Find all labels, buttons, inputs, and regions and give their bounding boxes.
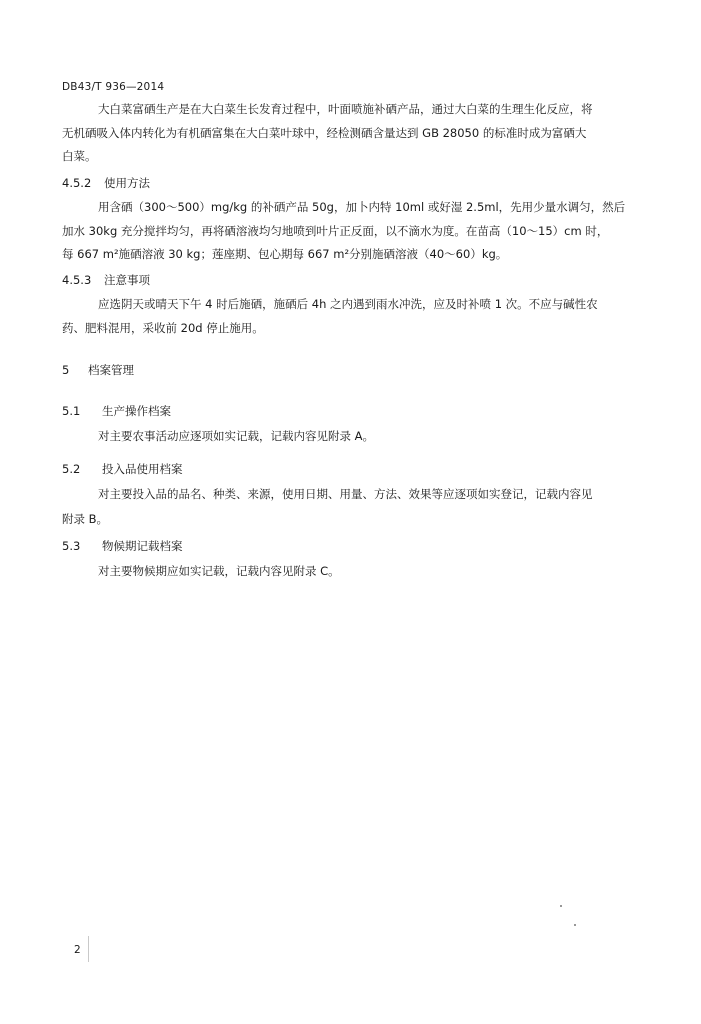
- paragraph-line: 大白菜富硒生产是在大白菜生长发育过程中，叶面喷施补硒产品，通过大白菜的生理生化反应，将: [98, 102, 593, 116]
- paragraph-line: 药、肥料混用，采收前 20d 停止施用。: [62, 321, 264, 335]
- heading-number: 5.2: [62, 462, 81, 476]
- heading-5-3: [62, 538, 183, 554]
- paragraph-line: 对主要投入品的品名、种类、来源，使用日期、用量、方法、效果等应逐项如实登记，记载内容见: [98, 487, 593, 501]
- heading-title: 档案管理: [88, 363, 134, 377]
- heading-5: [62, 362, 134, 378]
- heading-title: 物候期记载档案: [102, 539, 183, 553]
- paragraph-line: 白菜。: [62, 149, 97, 163]
- heading-4-5-3: [62, 272, 150, 288]
- standard-number: DB43/T 936—2014: [62, 81, 165, 93]
- paragraph-line: 无机硒吸入体内转化为有机硒富集在大白菜叶球中，经检测硒含量达到 GB 28050 的标准时成为富硒大: [62, 126, 587, 140]
- paragraph-line: 对主要物候期应如实记载，记载内容见附录 C。: [98, 564, 340, 578]
- scan-speck: [560, 905, 562, 907]
- heading-number: 5.3: [62, 539, 81, 553]
- scan-speck: [574, 924, 576, 926]
- page-number: 2: [74, 944, 81, 956]
- heading-number: 4.5.3: [62, 273, 92, 287]
- paragraph-line: 每 667 m²施硒溶液 30 kg；莲座期、包心期每 667 m²分别施硒溶液（40～60）kg。: [62, 247, 508, 261]
- paragraph-line: 加水 30kg 充分搅拌均匀，再将硒溶液均匀地喷到叶片正反面，以不滴水为度。在苗高（10～15）cm 时，: [62, 224, 609, 238]
- heading-5-1: [62, 403, 171, 419]
- heading-title: 生产操作档案: [102, 404, 171, 418]
- heading-number: 5: [62, 363, 70, 377]
- heading-number: 5.1: [62, 404, 81, 418]
- heading-5-2: [62, 461, 183, 477]
- heading-4-5-2: [62, 175, 150, 191]
- heading-title: 注意事项: [104, 273, 150, 287]
- heading-number: 4.5.2: [62, 176, 92, 190]
- paragraph-line: 应选阴天或晴天下午 4 时后施硒，施硒后 4h 之内遇到雨水冲洗，应及时补喷 1 次。不应与碱性农: [98, 297, 598, 311]
- binding-margin-line: [88, 936, 89, 962]
- heading-title: 投入品使用档案: [102, 462, 183, 476]
- paragraph-line: 附录 B。: [62, 512, 109, 526]
- paragraph-line: 对主要农事活动应逐项如实记载，记载内容见附录 A。: [98, 429, 375, 443]
- heading-title: 使用方法: [104, 176, 150, 190]
- paragraph-line: 用含硒（300～500）mg/kg 的补硒产品 50g，加卜内特 10ml 或好湿 2.5ml，先用少量水调匀，然后: [98, 200, 626, 214]
